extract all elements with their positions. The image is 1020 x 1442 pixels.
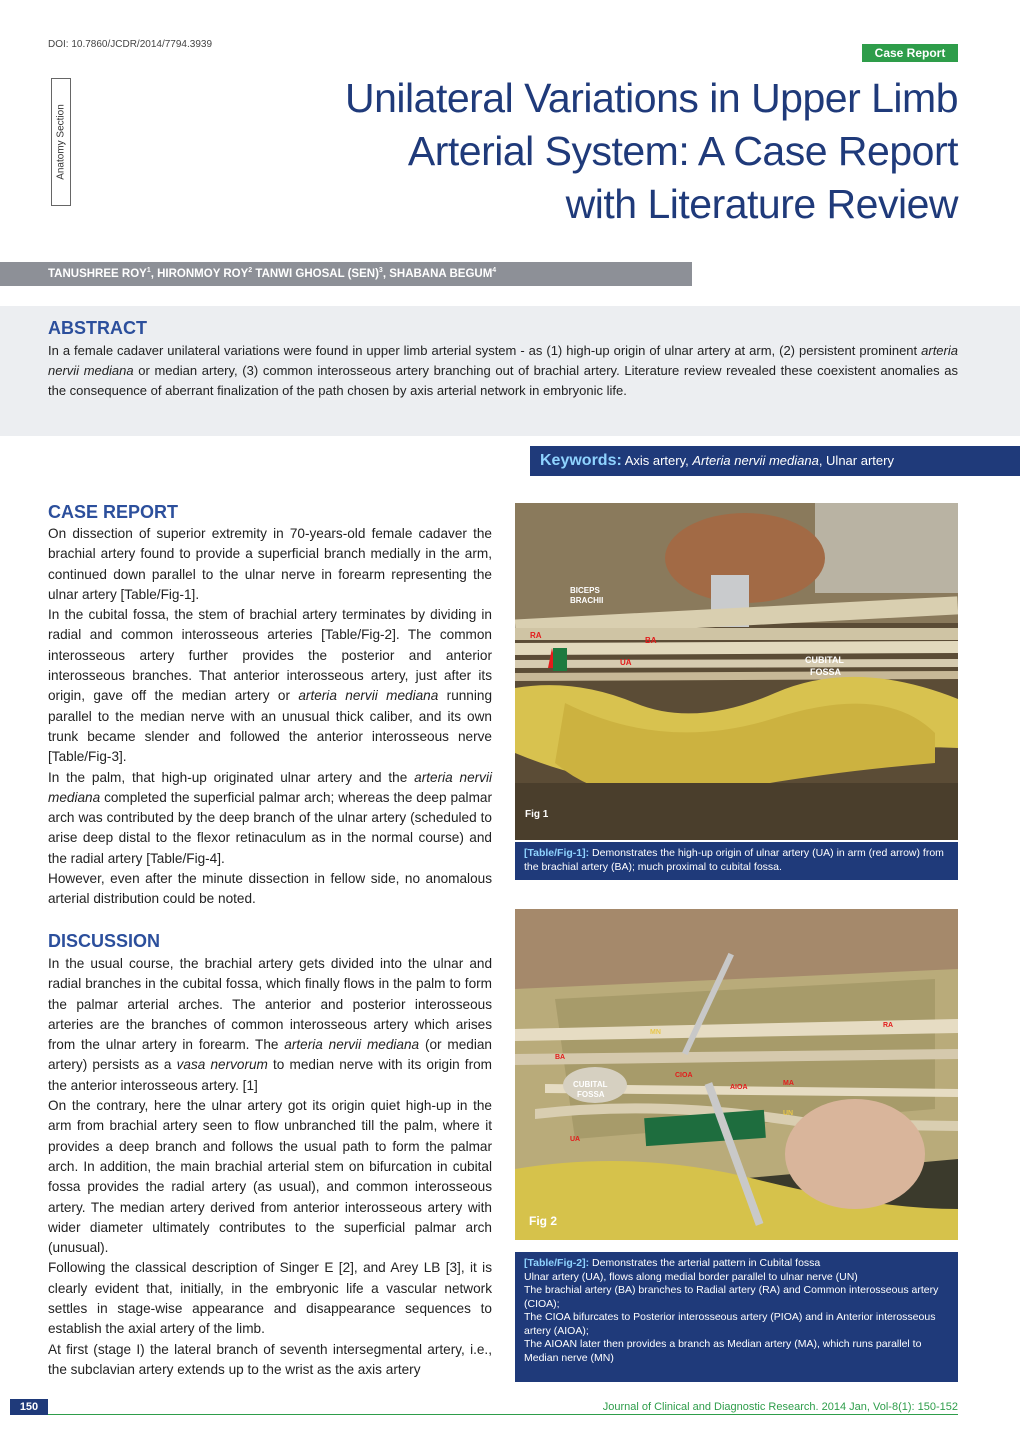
author-4: , SHABANA BEGUM (382, 267, 493, 280)
author-2-affil: 2 (248, 267, 253, 274)
case-p2-part-b: running parallel to the median nerve with an unusual thick caliber, and its own trunk became slender and followed the anterior interosseous nerve [Table/Fig-3]. (48, 688, 493, 765)
fig2-label-ma: MA (783, 1080, 794, 1087)
fig2-label-fig: Fig 2 (529, 1214, 558, 1228)
fig1-caption-text: Demonstrates the high-up origin of ulnar artery (UA) in arm (red arrow) from the brachial artery (BA); much proximal to cubital fossa. (524, 847, 944, 873)
abstract-heading: ABSTRACT (48, 318, 147, 338)
fig2-label-ba: BA (555, 1054, 566, 1061)
fig1-label-cubital: CUBITAL (805, 655, 844, 665)
fig2-caption-text: Demonstrates the arterial pattern in Cubital fossa (589, 1257, 821, 1269)
fig2-label-cioa: CIOA (675, 1072, 693, 1079)
footer-divider (48, 1414, 958, 1415)
fig1-label-ra: RA (530, 631, 542, 640)
case-p3-part-b: completed the superficial palmar arch; whereas the deep palmar arch was contributed by the deep branch of the ulnar artery (scheduled to arise deep distal to the flexor retinaculum as in the normal course) and the radial artery [Table/Fig-4]. (48, 789, 492, 866)
fig2-caption-label: [Table/Fig-2]: (524, 1257, 590, 1269)
disc-p1-italic-1: arteria nervii mediana (284, 1037, 420, 1053)
fig2-caption-line: Ulnar artery (UA), flows along medial border parallel to ulnar nerve (UN) (524, 1270, 858, 1283)
fig1-label-biceps: BICEPS (570, 586, 600, 595)
fig2-caption-title (524, 1257, 949, 1271)
title-line-2: Arterial System: A Case Report (407, 128, 958, 174)
fig1-label-brachii: BRACHII (570, 596, 604, 605)
fig1-caption-label: [Table/Fig-1]: (524, 847, 590, 859)
fig2-label-ra: RA (883, 1022, 894, 1029)
disc-p1-italic-2: vasa nervorum (176, 1057, 268, 1073)
keywords-label: Keywords: (540, 452, 622, 469)
disc-p1-part-a: In the usual course, the brachial artery gets divided into the ulnar and radial branches in the cubital fossa, which finally flows in the palm to form the palmar arterial arches. The anterior and posterior interosseous arteries are the branches of common interosseous artery which arises from the ulnar artery in forearm. The (48, 956, 492, 1053)
fig1-label-ua: UA (620, 658, 632, 667)
keyword-3: , Ulnar artery (818, 453, 894, 468)
discussion-heading: DISCUSSION (48, 931, 161, 951)
fig2-label-cubital: CUBITAL (573, 1080, 608, 1089)
author-1-affil: 1 (146, 267, 151, 274)
doi: DOI: 10.7860/JCDR/2014/7794.3939 (48, 39, 212, 50)
fig1-label-fossa: FOSSA (810, 667, 842, 677)
abstract-part-1: In a female cadaver unilateral variations were found in upper limb arterial system - as (1) high-up origin of ulnar artery at arm, (2) persistent prominent (48, 343, 922, 358)
page-number: 150 (10, 1399, 48, 1415)
figure-2-photo (515, 909, 958, 1240)
case-p2-italic: arteria nervii mediana (298, 688, 439, 704)
author-3: TANWI GHOSAL (SEN) (252, 267, 379, 280)
fig2-caption-line: The AIOAN later then provides a branch as Median artery (MA), which runs parallel to Median nerve (MN) (524, 1338, 922, 1364)
abstract-part-2: or median artery, (3) common interosseous artery branching out of brachial artery. Literature review revealed these coexistent anomalies as the consequence of aberrant finalization of the path chosen by axis arterial network in embryonic life. (48, 363, 958, 398)
author-bar (0, 262, 692, 286)
discussion-paragraph-1 (48, 954, 492, 1096)
keywords (540, 452, 894, 470)
abstract-italic: arteria nervii mediana (48, 343, 958, 378)
journal-citation: Journal of Clinical and Diagnostic Research. 2014 Jan, Vol-8(1): 150-152 (602, 1401, 958, 1413)
discussion-paragraph-3: Following the classical description of Singer E [2], and Arey LB [3], it is clearly evident that, initially, in the embryonic life a vascular network settles in stage-wise appearance and disappearance sequences to establish the axial artery of the limb. (48, 1260, 492, 1337)
case-paragraph-2 (48, 605, 492, 767)
case-report-body (48, 524, 492, 910)
fig2-caption-line: The brachial artery (BA) branches to Radial artery (RA) and Common interosseous artery (CIOA); (524, 1284, 939, 1310)
fig2-caption-line: The CIOA bifurcates to Posterior interosseous artery (PIOA) and in Anterior interosseous artery (AIOA); (524, 1311, 936, 1337)
discussion-paragraph-4: At first (stage I) the lateral branch of seventh intersegmental artery, i.e., the subclavian artery extends up to the wrist as the axis artery (48, 1341, 492, 1377)
fig2-label-mn: MN (650, 1029, 661, 1036)
article-title (240, 72, 958, 231)
section-label-box (51, 78, 71, 206)
keyword-2: Arteria nervii mediana (692, 453, 819, 468)
fig2-label-ua: UA (570, 1136, 581, 1143)
fig2-label-fossa: FOSSA (577, 1090, 605, 1099)
author-2: , HIRONMOY ROY (150, 267, 249, 280)
case-report-heading: CASE REPORT (48, 502, 179, 522)
abstract-text (48, 341, 958, 401)
fig2-label-un: UN (783, 1110, 794, 1117)
author-list (48, 267, 496, 280)
disc-p1-part-c: to median nerve with its origin from the anterior interosseous artery. [1] (48, 1057, 492, 1093)
author-1: TANUSHREE ROY (48, 267, 147, 280)
case-paragraph-3 (48, 768, 492, 869)
keyword-1: Axis artery, (621, 453, 693, 468)
case-paragraph-4: However, even after the minute dissection in fellow side, no anomalous arterial distribution could be noted. (48, 871, 492, 907)
figure-2-caption (515, 1252, 958, 1382)
keywords-bar (530, 446, 1020, 476)
title-line-3: with Literature Review (565, 181, 958, 227)
fig1-label-fig: Fig 1 (525, 809, 549, 820)
case-paragraph-1: On dissection of superior extremity in 70-years-old female cadaver the brachial artery found to provide a superficial branch medially in the arm, continued down parallel to the ulnar nerve in forearm representing the ulnar artery [Table/Fig-1]. (48, 526, 492, 602)
figure-1-photo (515, 503, 958, 840)
section-label: Anatomy Section (55, 104, 67, 180)
figure-1-caption (515, 842, 958, 880)
disc-p1-part-b: (or median artery) persists as a (48, 1037, 492, 1073)
discussion-paragraph-2: On the contrary, here the ulnar artery got its origin quiet high-up in the arm from brachial artery seen to flow unbranched till the palm, where it provides a deep branch and follows the usual path to form the palmar arch. In addition, the main brachial arterial stem on bifurcation in cubital fossa provides the radial artery (as usual), and common interosseous artery. The median artery derived from anterior interosseous artery with wider diameter ultimately contributes to the superficial palmar arch (unusual). (48, 1098, 492, 1256)
figure-1-illustration (515, 503, 958, 840)
case-p2-part-a: In the cubital fossa, the stem of brachial artery terminates by dividing in radial and common interosseous arteries [Table/Fig-2]. The common interosseous artery further provides the posterior and anterior interosseous branches. That anterior interosseous artery, just after its origin, gave off the median artery or (48, 607, 492, 704)
author-3-affil: 3 (378, 267, 383, 274)
author-4-affil: 4 (492, 267, 497, 274)
case-p3-italic: arteria nervii mediana (48, 769, 492, 805)
case-p3-part-a: In the palm, that high-up originated ulnar artery and the (48, 769, 415, 785)
title-line-1: Unilateral Variations in Upper Limb (345, 75, 958, 121)
discussion-body (48, 954, 492, 1380)
figure-2-illustration (515, 909, 958, 1240)
fig2-label-aioa: AIOA (730, 1084, 748, 1091)
fig1-label-ba: BA (645, 636, 657, 645)
article-type-badge: Case Report (862, 44, 958, 62)
